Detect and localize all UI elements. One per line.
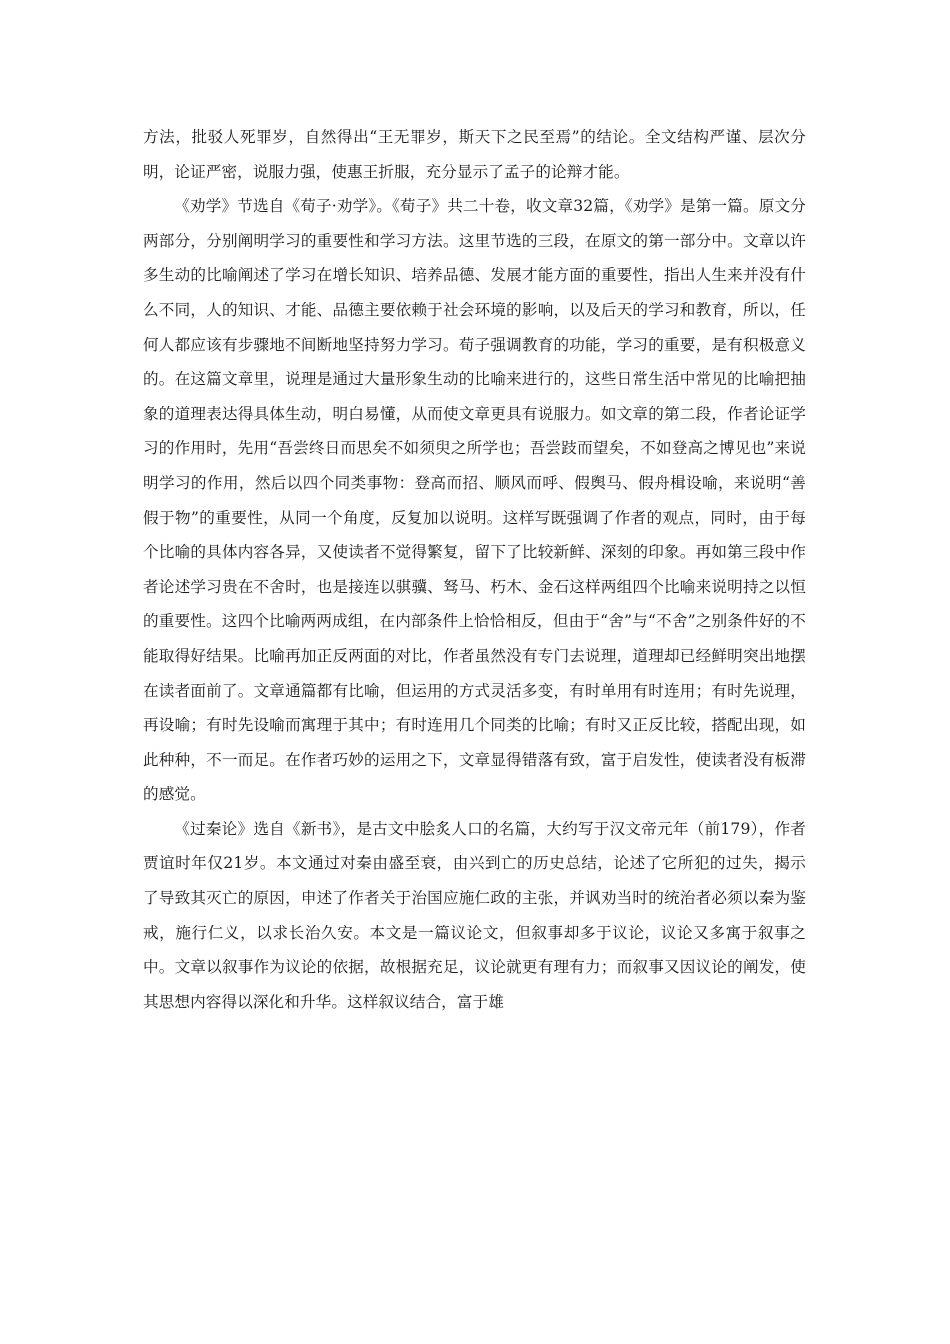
paragraph-mencius-conclusion: 方法，批驳人死罪岁，自然得出“王无罪岁，斯天下之民至焉”的结论。全文结构严谨、层次分明，论证严密，说服力强，使惠王折服，充分显示了孟子的论辩才能。 [143, 128, 806, 181]
document-page [143, 120, 806, 1019]
paragraph-quanxue: 《劝学》节选自《荀子·劝学》。《荀子》共二十卷，收文章32篇，《劝学》是第一篇。原文分两部分，分别阐明学习的重要性和学习方法。这里节选的三段，在原文的第一部分中。文章以许多生动的比喻阐述了学习在增长知识、培养品德、发展才能方面的重要性，指出人生来并没有什么不同，人的知识、才能、品德主要依赖于社会环境的影响，以及后天的学习和教育，所以，任何人都应该有步骤地不间断地坚持努力学习。荀子强调教育的功能，学习的重要，是有积极意义的。在这篇文章里，说理是通过大量形象生动的比喻来进行的，这些日常生活中常见的比喻把抽象的道理表达得具体生动，明白易懂，从而使文章更具有说服力。如文章的第二段，作者论证学习的作用时，先用“吾尝终日而思矣不如须臾之所学也；吾尝跂而望矣，不如登高之博见也”来说明学习的作用，然后以四个同类事物：登高而招、顺风而呼、假舆马、假舟楫设喻，来说明“善假于物”的重要性，从同一个角度，反复加以说明。这样写既强调了作者的观点，同时，由于每个比喻的具体内容各异，又使读者不觉得繁复，留下了比较新鲜、深刻的印象。再如第三段中作者论述学习贵在不舍时，也是接连以骐骥、驽马、朽木、金石这样两组四个比喻来说明持之以恒的重要性。这四个比喻两两成组，在内部条件上恰恰相反，但由于“舍”与“不舍”之别条件好的不能取得好结果。比喻再加正反两面的对比，作者虽然没有专门去说理，道理却已经鲜明突出地摆在读者面前了。文章通篇都有比喻，但运用的方式灵活多变，有时单用有时连用；有时先说理，再设喻；有时先设喻而寓理于其中；有时连用几个同类的比喻；有时又正反比较，搭配出现，如此种种，不一而足。在作者巧妙的运用之下，文章显得错落有致，富于启发性，使读者没有板滞的感觉。 [143, 197, 806, 804]
paragraph-guoqinlun: 《过秦论》选自《新书》，是古文中脍炙人口的名篇，大约写于汉文帝元年（前179），作者贾谊时年仅21岁。本文通过对秦由盛至衰，由兴到亡的历史总结，论述了它所犯的过失，揭示了导致其灭亡的原因，申述了作者关于治国应施仁政的主张，并讽劝当时的统治者必须以秦为鉴戒，施行仁义，以求长治久安。本文是一篇议论文，但叙事却多于议论，议论又多寓于叙事之中。文章以叙事作为议论的依据，故根据充足，议论就更有理有力；而叙事又因议论的阐发，使其思想内容得以深化和升华。这样叙议结合，富于雄 [143, 819, 806, 1011]
